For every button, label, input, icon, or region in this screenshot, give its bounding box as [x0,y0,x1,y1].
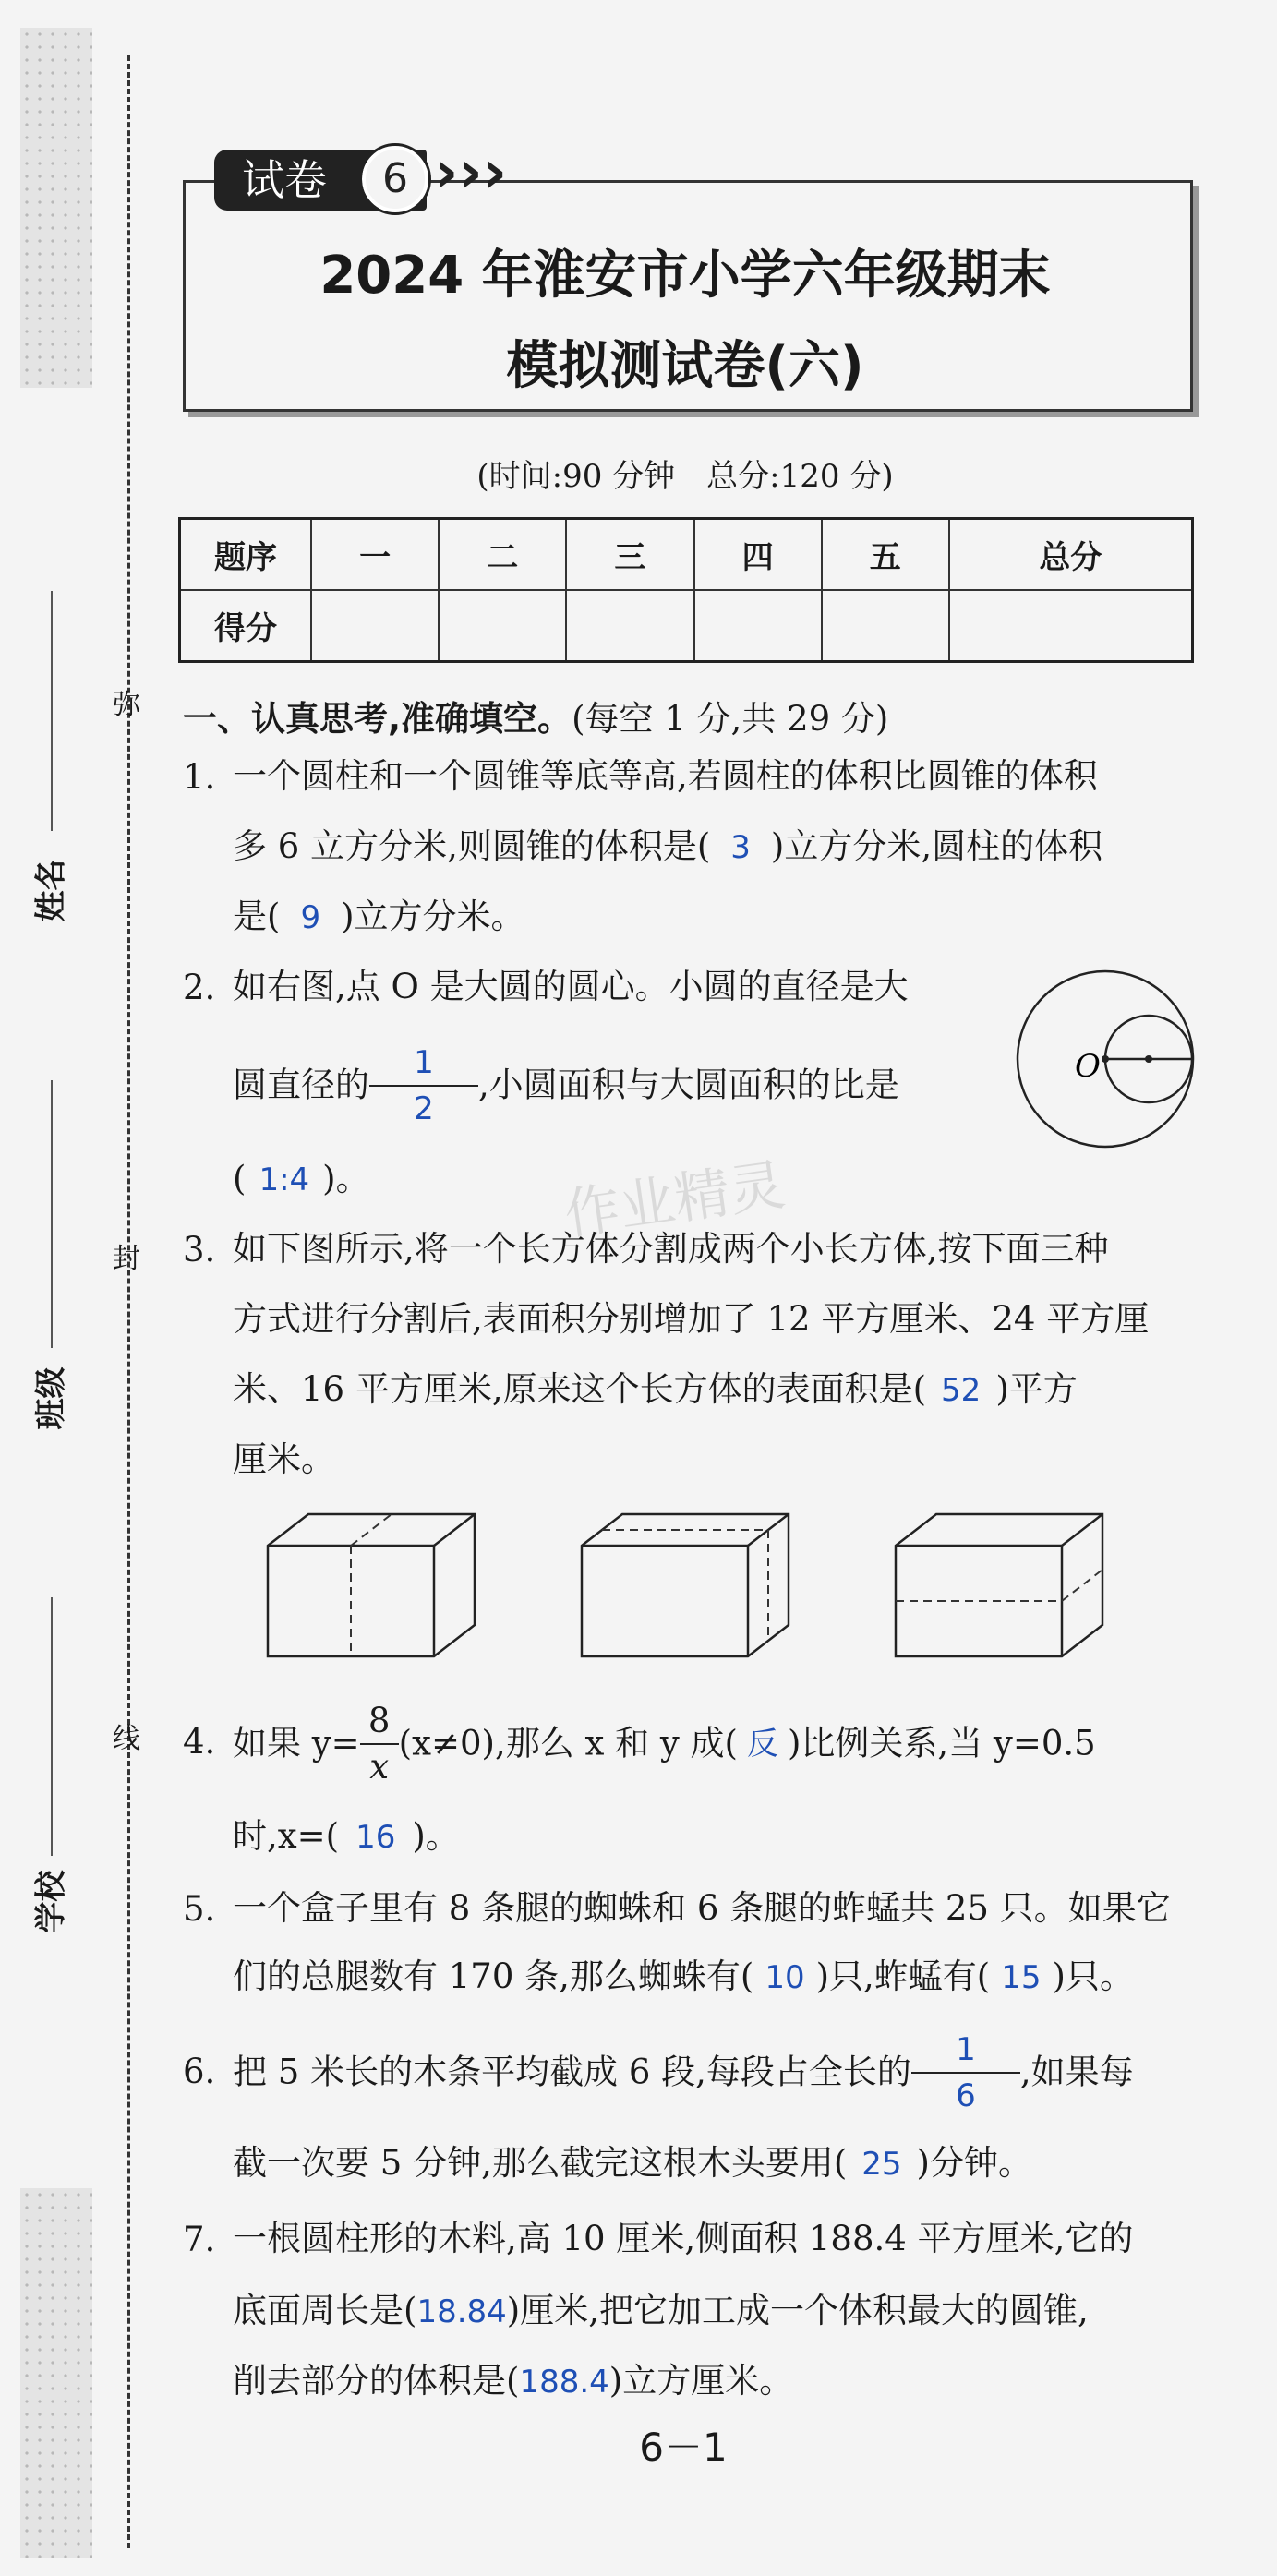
q3-text: 米、16 平方厘米,原来这个长方体的表面积是( [233,1369,927,1409]
q7-text: )立方厘米。 [608,2361,794,2401]
q6-text: )分钟。 [916,2143,1032,2183]
score-header-cell: 题序 [180,519,312,591]
score-header-cell: 五 [822,519,949,591]
q2-text: )。 [322,1159,370,1198]
q6-fraction-answer [911,2029,1020,2116]
score-header-cell: 二 [439,519,566,591]
score-table-header-row [180,519,1193,591]
q1-line-3 [233,897,1248,937]
exam-subtitle: (时间:90 分钟 总分:120 分) [476,458,894,495]
q1-text: )立方分米,圆柱的体积 [770,826,1103,866]
q7-line-2 [233,2292,1248,2331]
score-header-cell: 一 [311,519,439,591]
section-1-title: 一、认真思考,准确填空。 [183,699,572,739]
dotted-strip-top [20,28,92,388]
banner-arrows: ››› [434,138,508,207]
q1-line-1: 一个圆柱和一个圆锥等底等高,若圆柱的体积比圆锥的体积 [233,756,1098,796]
fraction-bar [369,1085,478,1087]
q4-text: 如果 y= [233,1723,360,1763]
seal-word-feng: 封 [113,1243,140,1275]
q7-number: 7. [183,2220,216,2259]
title-line-1: 2024 年淮安市小学六年级期末 [319,246,1051,306]
q6-line-2 [233,2144,1248,2184]
q3-text: )平方 [995,1369,1078,1409]
q6-text: 把 5 米长的木条平均截成 6 段,每段占全长的 [233,2052,911,2092]
q2-line-1: 如右图,点 O 是大圆的圆心。小圆的直径是大 [233,967,909,1006]
q5-answer-1: 10 [765,1959,805,1996]
q4-answer-2: 16 [355,1819,396,1856]
q3-answer: 52 [941,1372,982,1409]
cuboid-figure-3 [888,1505,1110,1669]
fraction-bar [360,1743,399,1745]
q7-text: 削去部分的体积是( [233,2361,520,2401]
q7-line-3 [233,2362,1248,2401]
q1-text: 是( [233,897,281,936]
q3-line-2: 方式进行分割后,表面积分别增加了 12 平方厘米、24 平方厘 [233,1299,1150,1339]
score-header-cell: 四 [694,519,822,591]
q6-line-1 [233,2028,1248,2116]
q4-text: )。 [412,1816,460,1856]
q2-line-3: ( 1:4 )。 [233,1159,370,1198]
q7-text: )厘米,把它加工成一个体积最大的圆锥, [506,2291,1089,2330]
cut-line [127,55,130,2548]
q2-text: ,小圆面积与大圆面积的比是 [478,1065,899,1105]
q3-number: 3. [183,1230,216,1270]
q2-fraction-numerator: 1 [414,1043,434,1081]
score-cell[interactable] [822,590,949,662]
q3-line-1: 如下图所示,将一个长方体分割成两个小长方体,按下面三种 [233,1229,1109,1269]
score-cell[interactable] [949,590,1193,662]
q2-answer-ratio: 1:4 [259,1162,310,1198]
circles-figure [1008,962,1202,1156]
q7-answer-1: 18.84 [416,2293,507,2330]
score-table [178,517,1194,663]
q2-line-2 [233,1032,1027,1137]
name-field[interactable] [51,591,53,831]
q7-text: 底面周长是( [233,2291,417,2330]
q6-text: ,如果每 [1019,2052,1134,2092]
q4-line-2 [233,1817,1248,1857]
score-cell[interactable] [439,590,566,662]
q4-answer-1: 反 [746,1725,778,1763]
q4-fraction-numerator: 8 [367,1700,391,1740]
fraction-bar [911,2072,1020,2074]
q1-answer-1: 3 [730,829,751,866]
q1-text: 多 6 立方分米,则圆锥的体积是( [233,826,711,866]
q5-number: 5. [183,1889,216,1929]
score-header-cell: 总分 [949,519,1193,591]
q4-fraction-denominator: x [369,1746,390,1787]
q7-answer-2: 188.4 [519,2364,609,2401]
cuboid-figure-1 [260,1505,482,1669]
q4-text: )比例关系,当 y=0.5 [787,1723,1096,1763]
q2-number: 2. [183,968,216,1007]
q6-fraction-numerator: 1 [956,2030,976,2068]
q5-line-2 [233,1957,1248,1997]
title-line-2: 模拟测试卷(六) [506,336,864,396]
q5-text: )只。 [1052,1956,1134,1996]
section-1-heading [183,691,888,740]
score-table-score-row [180,590,1193,662]
section-1-note: (每空 1 分,共 29 分) [572,699,889,739]
class-field[interactable] [51,1080,53,1348]
q1-number: 1. [183,757,216,797]
circle-center-label: O [1075,1048,1101,1085]
q6-answer: 25 [861,2146,902,2183]
q6-number: 6. [183,2052,216,2091]
q6-fraction-denominator: 6 [956,2076,976,2114]
q4-text: (x≠0),那么 x 和 y 成( [398,1723,738,1763]
q2-fraction-answer [369,1042,478,1129]
school-label: 学校 [32,1870,70,1933]
page-number: 6－1 [639,2425,728,2470]
q5-line-1: 一个盒子里有 8 条腿的蜘蛛和 6 条腿的蚱蜢共 25 只。如果它 [233,1888,1171,1928]
banner-label: 试卷 [242,155,327,205]
school-field[interactable] [51,1597,53,1856]
score-row-label: 得分 [180,590,312,662]
watermark: 作业精灵 [560,1152,789,1248]
q5-text: )只,蚱蜢有( [815,1956,991,1996]
q4-line-1 [233,1699,1248,1788]
dotted-strip-bottom [20,2188,92,2558]
q3-line-3 [233,1370,1248,1410]
class-label: 班级 [32,1366,70,1430]
q1-line-2 [233,827,1248,867]
name-label: 姓名 [32,859,70,922]
score-cell[interactable] [566,590,693,662]
score-cell[interactable] [694,590,822,662]
q7-line-1: 一根圆柱形的木料,高 10 厘米,侧面积 188.4 平方厘米,它的 [233,2219,1134,2258]
q3-line-4: 厘米。 [233,1439,335,1479]
banner-number: 6 [362,146,428,212]
q4-text: 时,x=( [233,1816,340,1856]
q5-answer-2: 15 [1001,1959,1042,1996]
q6-text: 截一次要 5 分钟,那么截完这根木头要用( [233,2143,848,2183]
seal-word-mi: 弥 [113,689,140,721]
q1-text: )立方分米。 [341,897,525,936]
q4-number: 4. [183,1722,216,1762]
cuboid-figure-2 [574,1505,796,1669]
q2-text: 圆直径的 [233,1065,369,1105]
q1-answer-2: 9 [300,899,321,936]
seal-word-xian: 线 [113,1723,140,1755]
q2-fraction-denominator: 2 [414,1089,434,1127]
q4-fraction [360,1701,399,1788]
q5-text: 们的总腿数有 170 条,那么蜘蛛有( [233,1956,754,1996]
score-header-cell: 三 [566,519,693,591]
score-cell[interactable] [311,590,439,662]
